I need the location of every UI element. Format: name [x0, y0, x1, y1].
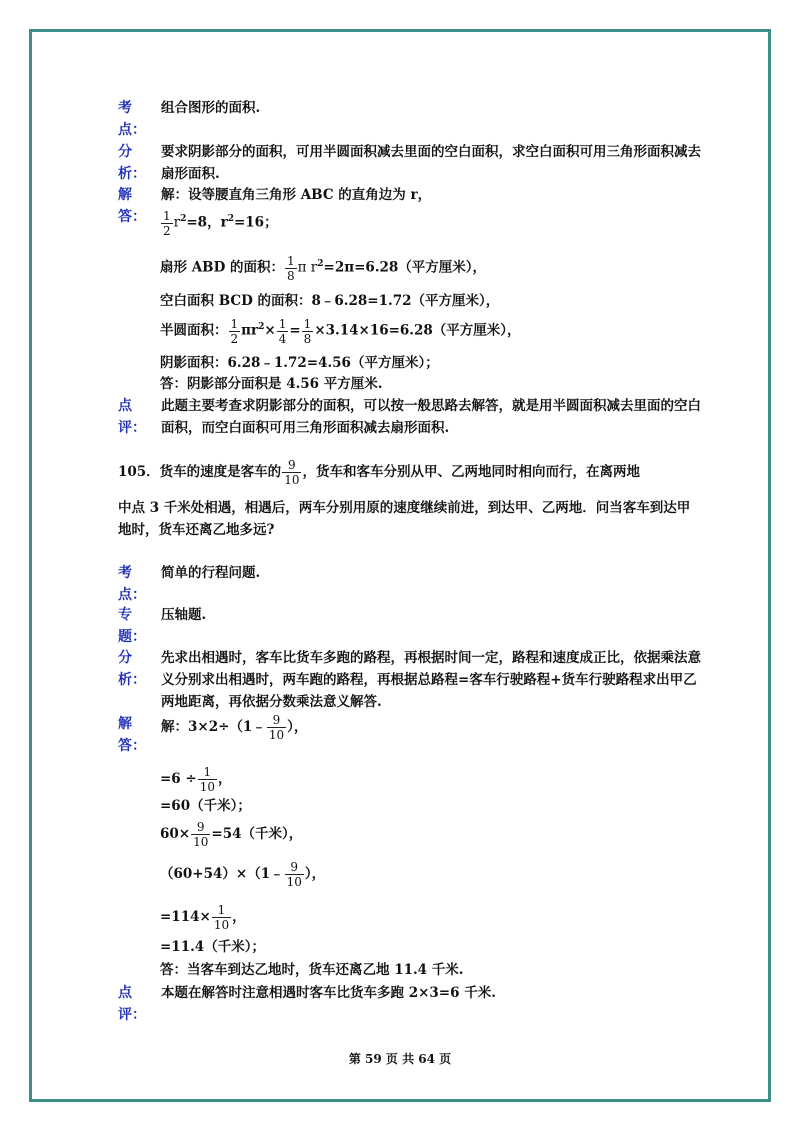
solution2-line-6: =114× $\frac{1}{10}$ ，	[160, 903, 246, 932]
kaodian-text: 组合图形的面积.	[161, 100, 261, 116]
fraction-nine-tenths-2: $\frac{9}{10}$	[268, 713, 285, 742]
zhuanti-text: 压轴题.	[161, 607, 207, 623]
dianping-label-2: 点 评：	[118, 985, 146, 1023]
solution2-line-7: =11.4（千米）；	[160, 939, 265, 955]
solution2-line-2: =6 ÷ $\frac{1}{10}$ ，	[160, 765, 232, 794]
kaodian-label-2: 考 点：	[118, 565, 146, 603]
zhuanti-label: 专 题：	[118, 607, 146, 645]
question-line-1: 105．货车的速度是客车的 $\frac{9}{10}$ ，货车和客车分别从甲、乙两地同时相向而行，在离两地	[118, 458, 640, 487]
fraction-eighth-2: $\frac{1}{8}$	[303, 316, 312, 346]
dianping-text: 此题主要考查求阴影部分的面积，可以按一般思路去解答，就是用半圆面积减去里面的空白面积，而空白面积可用三角形面积减去扇形面积.	[161, 398, 701, 436]
fraction-one-tenth: $\frac{1}{10}$	[199, 765, 215, 794]
solution2-line-8: 答：当客车到达乙地时，货车还离乙地 11.4 千米.	[160, 962, 464, 978]
fraction-eighth: $\frac{1}{8}$	[287, 253, 295, 283]
solution2-line-5: （60+54）×（1﹣ $\frac{9}{10}$ ），	[160, 860, 326, 889]
question-105	[118, 458, 698, 541]
solution2-line-1: 解：3×2÷（1﹣ $\frac{9}{10}$ ），	[161, 713, 308, 742]
solution-line-5: 半圆面积： $\frac{1}{2}$ $\pi r^2\times$ $\frac{1}{4}$ = $\frac{1}{8}$ ×3.14×16=6.28（平方厘米），	[160, 316, 521, 346]
dianping-text-2: 本题在解答时注意相遇时客车比货车多跑 2×3=6 千米.	[161, 985, 496, 1001]
solution2-line-4: 60× $\frac{9}{10}$ =54（千米），	[160, 820, 303, 849]
fraction-nine-tenths-4: $\frac{9}{10}$	[286, 860, 302, 889]
solution2-line-3: =60（千米）；	[160, 798, 251, 814]
jieda-label: 解 答：	[118, 187, 146, 225]
page-footer: 第 59 页 共 64 页	[348, 1052, 452, 1066]
dianping-label: 点 评：	[118, 398, 146, 436]
question-line-2: 中点 3 千米处相遇，相遇后，两车分别用原的速度继续前进，到达甲、乙两地．问当客车到达甲地时，货车还离乙地多远?	[118, 500, 691, 538]
fraction-one-tenth-2: $\frac{1}{10}$	[213, 903, 230, 932]
fraction-half: $\frac{1}{2}$	[163, 208, 171, 238]
fraction-nine-tenths: $\frac{9}{10}$	[284, 458, 300, 487]
fraction-nine-tenths-3: $\frac{9}{10}$	[193, 820, 209, 849]
solution-line-4: 空白面积 BCD 的面积：8﹣6.28=1.72（平方厘米），	[160, 293, 500, 309]
fenxi-text-2: 先求出相遇时，客车比货车多跑的路程，再根据时间一定，路程和速度成正比，依据乘法意义分别求出相遇时，两车跑的路程，再根据总路程=客车行驶路程+货车行驶路程求出甲乙两地距离，再依据分数乘法意义解答.	[161, 650, 701, 710]
solution-line-3: 扇形 ABD 的面积： $\frac{1}{8}$ π $r^2=2\pi=6.28$（平方厘米），	[160, 253, 487, 283]
fraction-quarter: $\frac{1}{4}$	[278, 316, 287, 346]
fenxi-label: 分 析：	[118, 144, 146, 182]
solution-line-7: 答：阴影部分面积是 4.56 平方厘米.	[160, 376, 383, 392]
kaodian-text-2: 简单的行程问题.	[161, 565, 261, 581]
fenxi-label-2: 分 析：	[118, 650, 146, 688]
kaodian-label: 考 点：	[118, 100, 146, 138]
solution-line-2: $\frac{1}{2}$ $r^2=8$，$r^2=16$；	[163, 208, 278, 238]
solution-line-6: 阴影面积：6.28﹣1.72=4.56（平方厘米）；	[160, 355, 439, 371]
fenxi-text: 要求阴影部分的面积，可用半圆面积减去里面的空白面积，求空白面积可用三角形面积减去扇形面积.	[161, 144, 701, 182]
fraction-half-2: $\frac{1}{2}$	[230, 316, 239, 346]
jieda-label-2: 解 答：	[118, 716, 146, 754]
solution-line-1: 解：设等腰直角三角形 ABC 的直角边为 r，	[161, 187, 432, 203]
